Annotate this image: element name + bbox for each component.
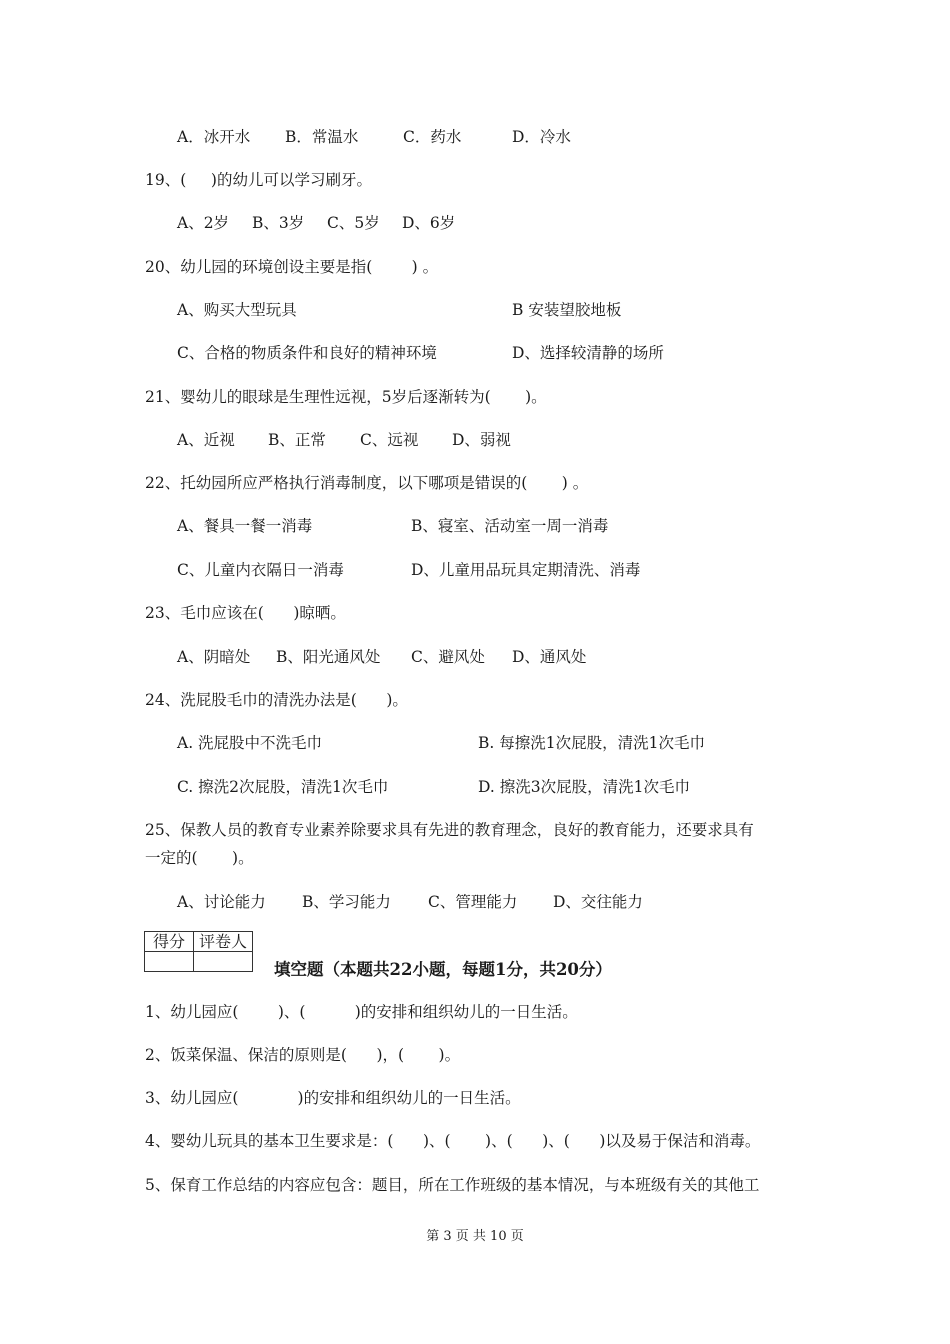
q20-option-a: A、购买大型玩具 <box>177 301 297 319</box>
q19-option-c: C、5岁 <box>327 214 380 232</box>
score-value-cell[interactable] <box>145 952 194 972</box>
q22-option-c: C、儿童内衣隔日一消毒 <box>177 561 344 579</box>
q20-option-b: B 安装望胶地板 <box>512 301 622 319</box>
q22-option-b: B、寝室、活动室一周一消毒 <box>411 517 609 535</box>
q25-option-c: C、管理能力 <box>428 893 518 911</box>
q19-option-a: A、2岁 <box>177 214 230 232</box>
q20-stem: 20、幼儿园的环境创设主要是指( ) 。 <box>145 258 439 276</box>
q20-option-c: C、合格的物质条件和良好的精神环境 <box>177 344 437 362</box>
q21-stem: 21、婴幼儿的眼球是生理性远视，5岁后逐渐转为( )。 <box>145 388 547 406</box>
score-header-cell: 得分 <box>145 932 194 952</box>
q18-option-a: A．冰开水 <box>177 128 251 146</box>
q21-option-c: C、远视 <box>360 431 419 449</box>
q18-option-d: D．冷水 <box>512 128 571 146</box>
q23-option-b: B、阳光通风处 <box>276 648 381 666</box>
grader-value-cell[interactable] <box>194 952 253 972</box>
q25-stem-line1: 25、保教人员的教育专业素养除要求具有先进的教育理念，良好的教育能力，还要求具有 <box>145 821 754 839</box>
section-title: 填空题（本题共22小题，每题1分，共20分） <box>274 960 612 979</box>
q22-stem: 22、托幼园所应严格执行消毒制度，以下哪项是错误的( ) 。 <box>145 474 589 492</box>
q24-option-d: D. 擦洗3次屁股，清洗1次毛巾 <box>478 778 690 796</box>
fill-q4: 4、婴幼儿玩具的基本卫生要求是：( )、( )、( )、( )以及易于保洁和消毒。 <box>145 1132 761 1150</box>
q20-option-d: D、选择较清静的场所 <box>512 344 664 362</box>
q23-option-c: C、避风处 <box>411 648 485 666</box>
fill-q1: 1、幼儿园应( )、( )的安排和组织幼儿的一日生活。 <box>145 1003 578 1021</box>
q25-stem-line2: 一定的( )。 <box>145 849 254 867</box>
q24-stem: 24、洗屁股毛巾的清洗办法是( )。 <box>145 691 408 709</box>
q25-option-b: B、学习能力 <box>302 893 391 911</box>
score-table-value-row <box>145 952 253 972</box>
q19-option-b: B、3岁 <box>252 214 305 232</box>
page-footer: 第 3 页 共 10 页 <box>426 1229 524 1244</box>
q25-option-a: A、讨论能力 <box>177 893 266 911</box>
q22-option-a: A、餐具一餐一消毒 <box>177 517 313 535</box>
q24-option-c: C. 擦洗2次屁股，清洗1次毛巾 <box>177 778 389 796</box>
fill-q3: 3、幼儿园应( )的安排和组织幼儿的一日生活。 <box>145 1089 521 1107</box>
score-table-header-row <box>145 932 253 952</box>
q24-option-b: B. 每擦洗1次屁股，清洗1次毛巾 <box>478 734 705 752</box>
q22-option-d: D、儿童用品玩具定期清洗、消毒 <box>411 561 641 579</box>
q23-option-a: A、阴暗处 <box>177 648 251 666</box>
q21-option-b: B、正常 <box>268 431 326 449</box>
grader-header-cell: 评卷人 <box>194 932 253 952</box>
q25-option-d: D、交往能力 <box>553 893 643 911</box>
q18-option-c: C．药水 <box>403 128 462 146</box>
fill-q5: 5、保育工作总结的内容应包含：题目，所在工作班级的基本情况，与本班级有关的其他工 <box>145 1176 760 1194</box>
q19-option-d: D、6岁 <box>402 214 456 232</box>
q21-option-d: D、弱视 <box>452 431 511 449</box>
q21-option-a: A、近视 <box>177 431 235 449</box>
q24-option-a: A. 洗屁股中不洗毛巾 <box>177 734 323 752</box>
q19-stem: 19、( )的幼儿可以学习刷牙。 <box>145 171 372 189</box>
fill-q2: 2、饭菜保温、保洁的原则是( )，( )。 <box>145 1046 461 1064</box>
q18-option-b: B．常温水 <box>285 128 359 146</box>
q23-option-d: D、通风处 <box>512 648 587 666</box>
score-table <box>144 931 253 972</box>
q23-stem: 23、毛巾应该在( )晾晒。 <box>145 604 346 622</box>
